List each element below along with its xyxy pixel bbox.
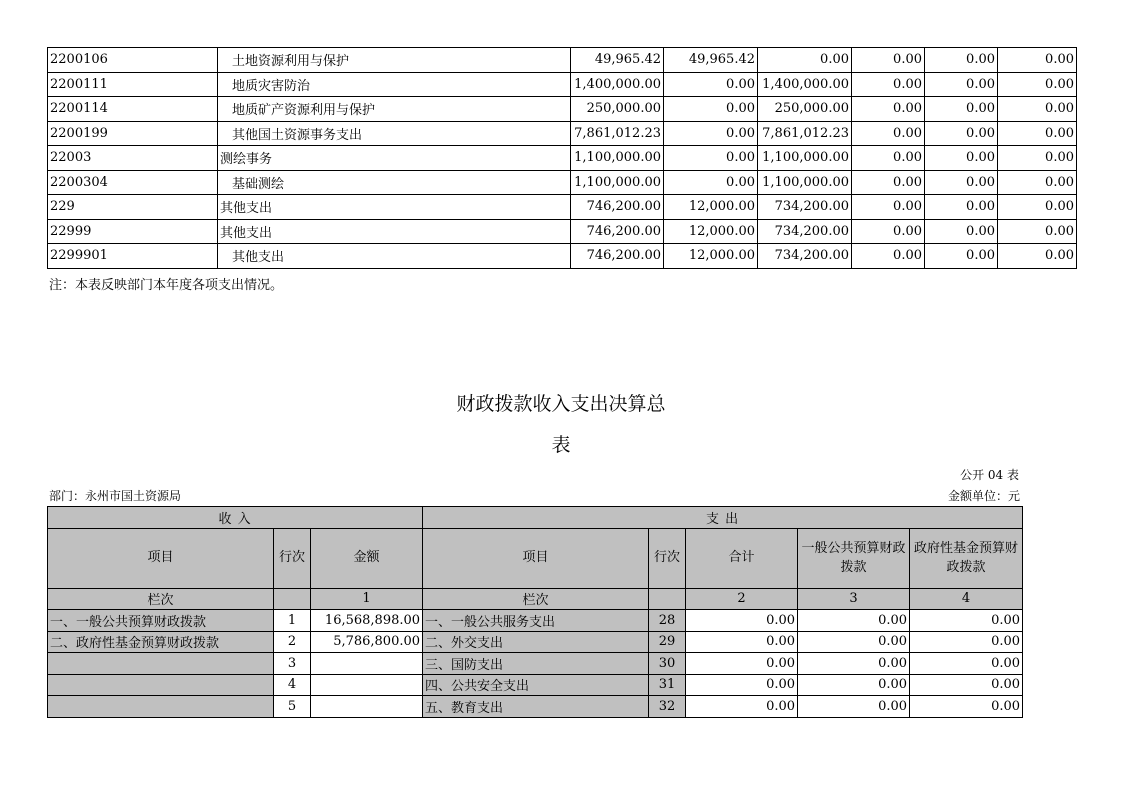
income-section-header: 收 入 <box>48 507 423 529</box>
amount-cell: 12,000.00 <box>664 219 758 244</box>
expense-item-cell: 一、一般公共服务支出 <box>423 610 649 632</box>
income-row-no-cell: 5 <box>274 696 311 718</box>
subject-name-cell: 测绘事务 <box>218 146 571 171</box>
total-cell: 0.00 <box>686 674 798 696</box>
table-note: 注：本表反映部门本年度各项支出情况。 <box>49 278 284 293</box>
column-number-1: 1 <box>311 588 423 610</box>
amount-cell: 0.00 <box>852 121 925 146</box>
expense-item-header: 项目 <box>423 528 649 588</box>
income-row-no-cell: 1 <box>274 610 311 632</box>
amount-cell: 746,200.00 <box>571 195 664 220</box>
amount-cell: 734,200.00 <box>758 195 852 220</box>
income-item-cell <box>48 674 274 696</box>
column-number-4: 4 <box>910 588 1023 610</box>
amount-cell: 0.00 <box>852 146 925 171</box>
form-code: 公开 04 表 <box>960 468 1019 482</box>
total-cell: 0.00 <box>686 696 798 718</box>
table-row <box>48 244 1077 269</box>
amount-cell: 0.00 <box>664 72 758 97</box>
table-row <box>48 121 1077 146</box>
amount-cell: 0.00 <box>998 97 1077 122</box>
general-budget-cell: 0.00 <box>798 653 910 675</box>
table-row <box>48 653 1023 675</box>
subject-code-cell: 2200304 <box>48 170 218 195</box>
subject-name-cell: 基础测绘 <box>218 170 571 195</box>
amount-cell: 0.00 <box>852 97 925 122</box>
gov-fund-cell: 0.00 <box>910 610 1023 632</box>
amount-cell: 250,000.00 <box>758 97 852 122</box>
total-header: 合计 <box>686 528 798 588</box>
income-amount-cell <box>311 653 423 675</box>
subject-name-cell: 地质矿产资源利用与保护 <box>218 97 571 122</box>
subject-code-cell: 2200199 <box>48 121 218 146</box>
column-header-row <box>48 528 1023 588</box>
amount-cell: 0.00 <box>664 170 758 195</box>
general-budget-cell: 0.00 <box>798 674 910 696</box>
income-amount-cell: 16,568,898.00 <box>311 610 423 632</box>
amount-cell: 0.00 <box>852 72 925 97</box>
gov-fund-cell: 0.00 <box>910 631 1023 653</box>
expense-column-label: 栏次 <box>423 588 649 610</box>
subject-name-cell: 其他支出 <box>218 195 571 220</box>
amount-cell: 0.00 <box>998 121 1077 146</box>
expense-item-cell: 二、外交支出 <box>423 631 649 653</box>
amount-cell: 734,200.00 <box>758 244 852 269</box>
expense-row-no-header: 行次 <box>649 528 686 588</box>
empty-cell <box>649 588 686 610</box>
income-amount-cell: 5,786,800.00 <box>311 631 423 653</box>
expenditure-detail-table <box>47 47 1077 269</box>
amount-cell: 1,400,000.00 <box>571 72 664 97</box>
income-amount-header: 金额 <box>311 528 423 588</box>
subject-code-cell: 2200111 <box>48 72 218 97</box>
amount-cell: 12,000.00 <box>664 244 758 269</box>
amount-cell: 0.00 <box>852 170 925 195</box>
amount-cell: 0.00 <box>925 146 998 171</box>
amount-cell: 0.00 <box>998 195 1077 220</box>
amount-cell: 0.00 <box>925 170 998 195</box>
general-budget-cell: 0.00 <box>798 696 910 718</box>
expense-section-header: 支 出 <box>423 507 1023 529</box>
income-item-cell: 一、一般公共预算财政拨款 <box>48 610 274 632</box>
amount-cell: 0.00 <box>925 72 998 97</box>
expense-row-no-cell: 29 <box>649 631 686 653</box>
subject-name-cell: 其他支出 <box>218 219 571 244</box>
subject-code-cell: 22999 <box>48 219 218 244</box>
subject-name-cell: 其他国土资源事务支出 <box>218 121 571 146</box>
income-row-no-cell: 3 <box>274 653 311 675</box>
amount-cell: 49,965.42 <box>571 48 664 73</box>
amount-cell: 0.00 <box>925 121 998 146</box>
amount-cell: 0.00 <box>925 48 998 73</box>
amount-cell: 0.00 <box>925 244 998 269</box>
column-number-row <box>48 588 1023 610</box>
amount-cell: 0.00 <box>998 48 1077 73</box>
section-header-row <box>48 507 1023 529</box>
amount-cell: 0.00 <box>925 97 998 122</box>
general-budget-cell: 0.00 <box>798 631 910 653</box>
total-cell: 0.00 <box>686 631 798 653</box>
amount-cell: 0.00 <box>664 121 758 146</box>
column-number-3: 3 <box>798 588 910 610</box>
gov-fund-header: 政府性基金预算财政拨款 <box>910 528 1023 588</box>
subject-code-cell: 22003 <box>48 146 218 171</box>
amount-cell: 0.00 <box>998 170 1077 195</box>
subject-name-cell: 地质灾害防治 <box>218 72 571 97</box>
subject-name-cell: 其他支出 <box>218 244 571 269</box>
table-row <box>48 72 1077 97</box>
income-item-cell <box>48 696 274 718</box>
amount-cell: 7,861,012.23 <box>571 121 664 146</box>
table-row <box>48 146 1077 171</box>
table-row <box>48 696 1023 718</box>
amount-cell: 0.00 <box>852 195 925 220</box>
income-item-cell: 二、政府性基金预算财政拨款 <box>48 631 274 653</box>
total-cell: 0.00 <box>686 610 798 632</box>
fiscal-summary-table <box>47 506 1023 718</box>
amount-cell: 0.00 <box>925 195 998 220</box>
table-row <box>48 195 1077 220</box>
expense-item-cell: 五、教育支出 <box>423 696 649 718</box>
gov-fund-cell: 0.00 <box>910 653 1023 675</box>
amount-cell: 0.00 <box>998 244 1077 269</box>
amount-cell: 250,000.00 <box>571 97 664 122</box>
amount-cell: 1,100,000.00 <box>758 170 852 195</box>
table-row <box>48 631 1023 653</box>
subject-code-cell: 2200106 <box>48 48 218 73</box>
expense-row-no-cell: 31 <box>649 674 686 696</box>
income-row-no-cell: 4 <box>274 674 311 696</box>
gov-fund-cell: 0.00 <box>910 674 1023 696</box>
general-budget-cell: 0.00 <box>798 610 910 632</box>
expense-item-cell: 三、国防支出 <box>423 653 649 675</box>
income-amount-cell <box>311 696 423 718</box>
amount-cell: 1,100,000.00 <box>571 170 664 195</box>
amount-cell: 0.00 <box>852 48 925 73</box>
subject-code-cell: 2299901 <box>48 244 218 269</box>
table-row <box>48 48 1077 73</box>
table-row <box>48 97 1077 122</box>
amount-cell: 0.00 <box>998 146 1077 171</box>
amount-cell: 49,965.42 <box>664 48 758 73</box>
department-label: 部门：永州市国土资源局 <box>49 489 182 503</box>
table-row <box>48 219 1077 244</box>
amount-cell: 7,861,012.23 <box>758 121 852 146</box>
total-cell: 0.00 <box>686 653 798 675</box>
amount-cell: 0.00 <box>664 146 758 171</box>
income-row-no-cell: 2 <box>274 631 311 653</box>
subject-name-cell: 土地资源利用与保护 <box>218 48 571 73</box>
amount-cell: 746,200.00 <box>571 244 664 269</box>
amount-cell: 0.00 <box>998 72 1077 97</box>
amount-cell: 0.00 <box>758 48 852 73</box>
amount-cell: 0.00 <box>852 219 925 244</box>
expense-item-cell: 四、公共安全支出 <box>423 674 649 696</box>
page-title-line1: 财政拨款收入支出决算总 <box>456 393 666 415</box>
expense-row-no-cell: 28 <box>649 610 686 632</box>
income-row-no-header: 行次 <box>274 528 311 588</box>
amount-cell: 0.00 <box>998 219 1077 244</box>
general-budget-header: 一般公共预算财政拨款 <box>798 528 910 588</box>
expense-row-no-cell: 30 <box>649 653 686 675</box>
amount-cell: 1,400,000.00 <box>758 72 852 97</box>
amount-cell: 0.00 <box>925 219 998 244</box>
subject-code-cell: 2200114 <box>48 97 218 122</box>
amount-cell: 1,100,000.00 <box>758 146 852 171</box>
amount-unit-label: 金额单位：元 <box>947 489 1020 503</box>
amount-cell: 746,200.00 <box>571 219 664 244</box>
table-row <box>48 610 1023 632</box>
empty-cell <box>274 588 311 610</box>
income-amount-cell <box>311 674 423 696</box>
amount-cell: 734,200.00 <box>758 219 852 244</box>
income-item-cell <box>48 653 274 675</box>
table-row <box>48 170 1077 195</box>
page-title-line2: 表 <box>551 434 571 456</box>
income-column-label: 栏次 <box>48 588 274 610</box>
gov-fund-cell: 0.00 <box>910 696 1023 718</box>
expense-row-no-cell: 32 <box>649 696 686 718</box>
amount-cell: 0.00 <box>852 244 925 269</box>
table-row <box>48 674 1023 696</box>
income-item-header: 项目 <box>48 528 274 588</box>
amount-cell: 1,100,000.00 <box>571 146 664 171</box>
amount-cell: 12,000.00 <box>664 195 758 220</box>
amount-cell: 0.00 <box>664 97 758 122</box>
subject-code-cell: 229 <box>48 195 218 220</box>
column-number-2: 2 <box>686 588 798 610</box>
